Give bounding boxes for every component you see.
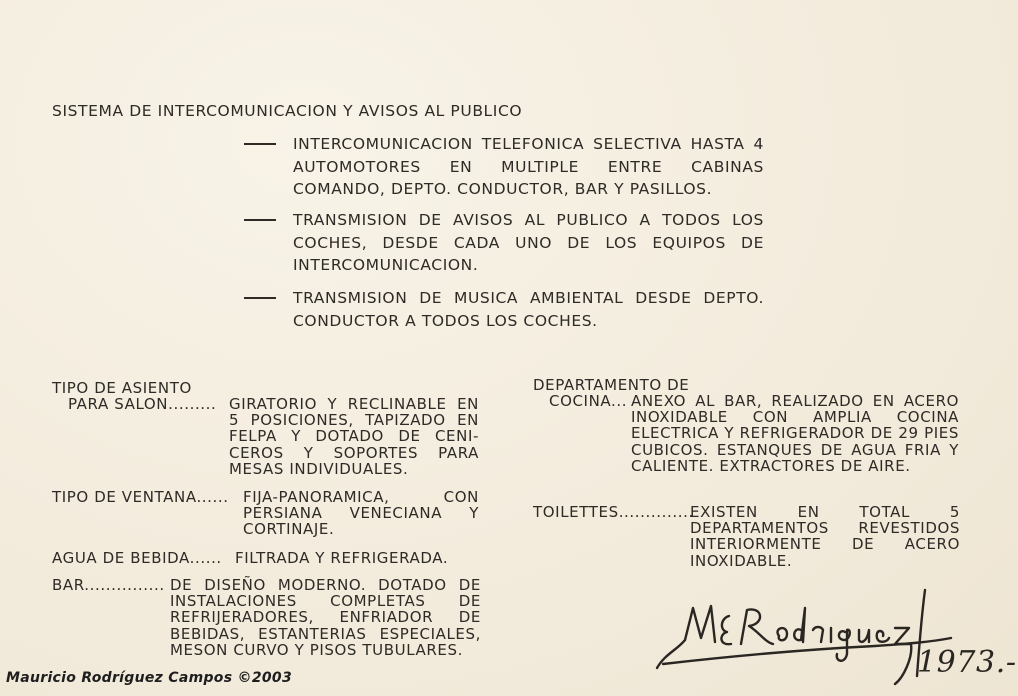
spec-window-type	[52, 489, 492, 544]
spec-label-lead: PARA SALON.........	[68, 395, 217, 414]
spec-value: FILTRADA Y REFRIGERADA.	[235, 549, 449, 567]
spec-value: FIJA-PANORAMICA, CON PERSIANA VENECIANA Y CORTINAJE.	[243, 488, 479, 539]
spec-label: TIPO DE ASIENTO	[52, 379, 192, 397]
spec-label-lead: AGUA DE BEBIDA......	[52, 549, 222, 567]
feature-text: INTERCOMUNICACION TELEFONICA SELECTIVA HASTA 4 AUTOMOTORES EN MULTIPLE ENTRE CABINAS COMANDO, DEPTO. CONDUCTOR, BAR Y PASILLOS.	[293, 135, 764, 198]
feature-text: TRANSMISION DE AVISOS AL PUBLICO A TODOS LOS COCHES, DESDE CADA UNO DE LOS EQUIPOS DE INTERCOMUNICACION.	[293, 211, 764, 274]
dash-bullet	[244, 297, 276, 299]
spec-label-lead: COCINA...	[549, 392, 628, 411]
spec-label-lead: BAR...............	[52, 576, 165, 594]
spec-toilettes	[533, 504, 973, 574]
spec-drinking-water	[52, 550, 492, 570]
spec-kitchen	[533, 377, 973, 492]
section-heading: SISTEMA DE INTERCOMUNICACION Y AVISOS AL PUBLICO	[52, 102, 523, 120]
feature-text: TRANSMISION DE MUSICA AMBIENTAL DESDE DEPTO. CONDUCTOR A TODOS LOS COCHES.	[293, 289, 764, 330]
dash-bullet	[244, 219, 276, 221]
feature-item	[244, 209, 764, 277]
spec-value: DE DISEÑO MODERNO. DOTADO DE INSTALACIONES COMPLETAS DE REFRIJERADORES, ENFRIADOR DE BEBIDAS, ESTANTERIAS ESPECIALES, MESON CURVO Y PISOS TUBULARES.	[170, 576, 481, 659]
spec-value: ANEXO AL BAR, REALIZADO EN ACERO INOXIDABLE CON AMPLIA COCINA ELECTRICA Y REFRIGERADOR DE 29 PIES CUBICOS. ESTANQUES DE AGUA FRIA Y CALIENTE. EXTRACTORES DE AIRE.	[631, 392, 959, 475]
spec-value: EXISTEN EN TOTAL 5 DEPARTAMENTOS REVESTIDOS INTERIORMENTE DE ACERO INOXIDABLE.	[690, 503, 960, 570]
spec-label: DEPARTAMENTO DE	[533, 376, 690, 394]
signature-year: 1973.-	[917, 645, 1017, 680]
handwritten-signature	[655, 580, 1017, 690]
spec-bar	[52, 577, 492, 662]
spec-seat-type	[52, 380, 492, 480]
spec-label-lead: TIPO DE VENTANA......	[52, 488, 229, 506]
spec-label-lead: TOILETTES..............	[533, 503, 694, 521]
feature-item	[244, 287, 764, 332]
dash-bullet	[244, 143, 276, 145]
feature-item	[244, 133, 764, 201]
photo-credit: Mauricio Rodríguez Campos ©2003	[6, 670, 292, 686]
spec-value: GIRATORIO Y RECLINABLE EN 5 POSICIONES, TAPIZADO EN FELPA Y DOTADO DE CENI-CEROS Y SOPORTES PARA MESAS INDIVIDUALES.	[229, 395, 479, 478]
